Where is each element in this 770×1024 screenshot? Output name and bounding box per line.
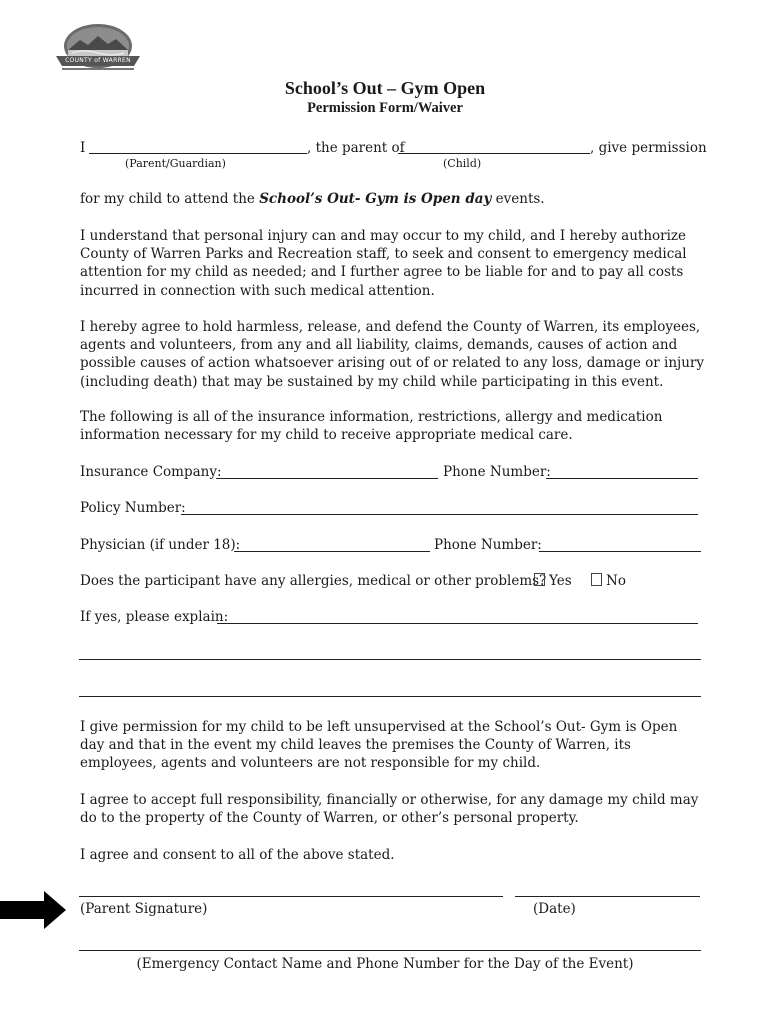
yes-checkbox[interactable]: [534, 573, 545, 586]
physician-field[interactable]: [234, 551, 430, 552]
insurance-company-label: Insurance Company:: [80, 464, 222, 480]
intro-give-permission: , give permission: [590, 140, 707, 156]
intro-parent-of: , the parent of: [307, 140, 405, 156]
explain-field-1[interactable]: [217, 623, 698, 624]
yes-option[interactable]: [534, 572, 572, 590]
arrow-icon: [0, 891, 66, 929]
phone-number-field-2[interactable]: [539, 551, 701, 552]
phone-number-label-2: Phone Number:: [434, 537, 542, 553]
date-label: (Date): [533, 901, 576, 917]
caption-parent-guardian: (Parent/Guardian): [125, 157, 226, 170]
child-name-field[interactable]: [398, 153, 590, 154]
paragraph-responsibility: I agree to accept full responsibility, financially or otherwise, for any damage my child may do to the property of the County of Warren, or other’s personal property.: [80, 792, 699, 827]
form-subtitle: Permission Form/Waiver: [307, 100, 463, 116]
date-field[interactable]: [515, 896, 700, 897]
parent-guardian-field[interactable]: [89, 153, 307, 154]
form-title: School’s Out – Gym Open: [284, 78, 486, 98]
allergies-question: Does the participant have any allergies, medical or other problems?: [80, 573, 547, 589]
attend-line: [80, 190, 545, 208]
emergency-contact-label: (Emergency Contact Name and Phone Number for the Day of the Event): [136, 956, 634, 972]
attend-event-name: School’s Out- Gym is Open day: [259, 191, 492, 207]
intro-i: I: [80, 140, 86, 156]
explain-field-2[interactable]: [79, 659, 701, 660]
attend-suffix: events.: [495, 191, 545, 207]
if-yes-label: If yes, please explain:: [80, 609, 229, 625]
policy-number-field[interactable]: [181, 514, 698, 515]
caption-child: (Child): [443, 157, 482, 170]
county-logo: [54, 22, 142, 74]
emergency-contact-field[interactable]: [79, 950, 701, 951]
attend-prefix: for my child to attend the: [80, 191, 255, 207]
paragraph-medical-consent: I understand that personal injury can and may occur to my child, and I hereby authorize County of Warren Parks and Recreation staff, to seek and consent to emergency medical attention for my child as needed; and I further agree to be liable for and to pay all costs incurred in connection with such medical attention.: [80, 228, 687, 299]
parent-signature-label: (Parent Signature): [80, 901, 208, 917]
phone-number-field-1[interactable]: [546, 478, 698, 479]
paragraph-unsupervised: I give permission for my child to be left unsupervised at the School’s Out- Gym is Open day and that in the event my child leaves the premises the County of Warren, its employees, agents and volunteers are not responsible for my child.: [80, 719, 678, 772]
insurance-company-field[interactable]: [216, 478, 438, 479]
no-label: No: [606, 573, 626, 589]
physician-label: Physician (if under 18):: [80, 537, 241, 553]
explain-field-3[interactable]: [79, 696, 701, 697]
parent-signature-field[interactable]: [79, 896, 503, 897]
yes-label: Yes: [549, 573, 572, 589]
paragraph-consent: I agree and consent to all of the above stated.: [80, 847, 395, 863]
paragraph-hold-harmless: I hereby agree to hold harmless, release, and defend the County of Warren, its employees, agents and volunteers, from any and all liability, claims, demands, causes of action and possible causes of action whatsoever arising out of or related to any loss, damage or injury (including death) that may be sustained by my child while participating in this event.: [80, 319, 705, 390]
paragraph-insurance-info: The following is all of the insurance information, restrictions, allergy and medication information necessary for my child to receive appropriate medical care.: [80, 409, 663, 444]
phone-number-label-1: Phone Number:: [443, 464, 551, 480]
no-checkbox[interactable]: [591, 573, 602, 586]
logo-caption: COUNTY of WARREN: [65, 57, 131, 64]
policy-number-label: Policy Number:: [80, 500, 186, 516]
no-option[interactable]: [591, 572, 626, 590]
